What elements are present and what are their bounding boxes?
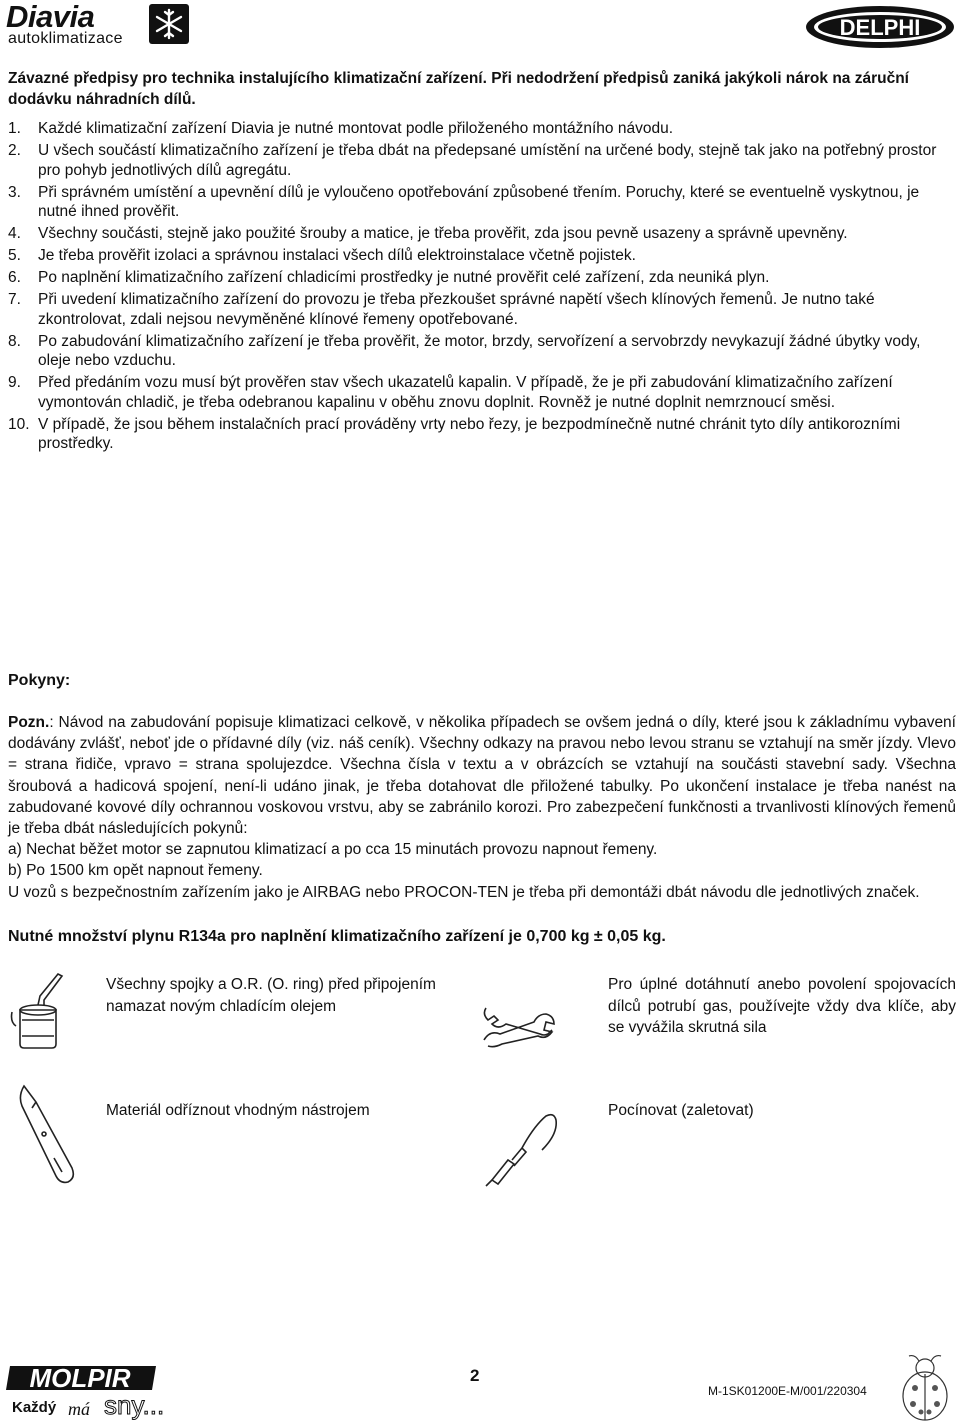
list-item-text: Po zabudování klimatizačního zařízení je třeba prověřit, že motor, brzdy, servořízení a servobrzdy nevykazují žádné úbytky vody, oleje nebo vzduchu. <box>38 332 921 370</box>
delphi-logo <box>804 4 956 50</box>
rules-list <box>8 119 953 456</box>
list-item-number: 4. <box>8 225 21 243</box>
cutter-knife-icon <box>14 1082 84 1186</box>
warranty-notice: Závazné předpisy pro technika instalujícího klimatizační zařízení. Při nedodržení předpisů zaniká jakýkoli nárok na záruční dodávku náhradních dílů. <box>8 70 909 108</box>
diavia-logo-text: Diavia <box>6 0 95 34</box>
note-text: : Návod na zabudování popisuje klimatizaci celkově, v několika případech se ovšem jedná o díly, které jsou k základnímu vybavení dodávány zvlášť, neboť jde o přídavné díly (viz. náš ceník). Všechny odkazy na pravou nebo levou stranu se vztahují na směr jízdy. Vlevo = strana řidiče, vpravo = strana spolujezdce. Všechna čísla v textu a v obrázcích se vztahují na součásti stavební sady. Všechna šroubová a hadicová spojení, není-li udáno jinak, je třeba dotahovat dle přiložené tabulky. Po ukončení instalace je třeba nanést na zabudované kovové díly ochrannou voskovou vrstvu, aby se zabránilo korozi. Pro zabezpečení funkčnosti a trvanlivosti klínových řemenů je třeba dbát následujících pokynů: <box>8 714 956 838</box>
list-item-text: Je třeba prověřit izolaci a správnou instalaci všech dílů elektroinstalace včetně pojistek. <box>38 247 636 265</box>
tip-wrench: Pro úplné dotáhnutí anebo povolení spojovacích dílců potrubí gas, používejte vždy dva klíče, aby se vyvážila skrutná sila <box>608 976 956 1036</box>
list-item-number: 5. <box>8 247 21 265</box>
list-item-number: 2. <box>8 141 21 159</box>
list-item-text: Všechny součásti, stejně jako použité šrouby a matice, je třeba prověřit, zda jsou pevně usazeny a správně upevněny. <box>38 225 848 243</box>
list-item <box>8 290 953 329</box>
wrench-icon <box>480 1000 558 1050</box>
installation-note <box>8 712 956 903</box>
list-item <box>8 119 953 139</box>
list-item <box>8 268 953 288</box>
oil-can-icon <box>8 970 68 1050</box>
list-item-number: 7. <box>8 291 21 309</box>
note-paragraph <box>8 712 956 839</box>
list-item <box>8 141 953 180</box>
list-item-number: 10. <box>8 415 30 433</box>
step-a: a) Nechat běžet motor se zapnutou klimatizací a po cca 15 minutách provozu napnout řemeny. <box>8 841 658 859</box>
list-item-text: Při správném umístění a upevnění dílů je vyloučeno opotřebování způsobené třením. Poruchy, které se eventuelně vyskytnou, je nutné ihned prověřit. <box>38 183 920 221</box>
molpir-logo-text: MOLPIR <box>29 1363 131 1393</box>
list-item-number: 8. <box>8 332 21 350</box>
step-b: b) Po 1500 km opět napnout řemeny. <box>8 862 263 880</box>
page-number: 2 <box>470 1366 480 1385</box>
soldering-iron-icon <box>482 1110 562 1190</box>
list-item-text: Po naplnění klimatizačního zařízení chladicími prostředky je nutné prověřit celé zařízení, zda neuniká plyn. <box>38 269 770 287</box>
list-item <box>8 373 953 412</box>
molpir-logo <box>6 1360 216 1422</box>
list-item-text: U všech součástí klimatizačního zařízení je třeba dbát na předepsané umístění na určené body, stejně tak jako na potřebný prostor pro pohyb jednotlivých dílů agregátu. <box>38 141 937 179</box>
airbag-note: U vozů s bezpečnostním zařízením jako je AIRBAG nebo PROCON-TEN je třeba při demontáži dbát návodu dle jednotlivých značek. <box>8 883 920 901</box>
list-item <box>8 415 953 454</box>
list-item <box>8 332 953 371</box>
list-item-number: 9. <box>8 374 21 392</box>
list-item <box>8 183 953 222</box>
slogan-word-2: má <box>68 1399 90 1419</box>
diavia-logo-subtitle: autoklimatizace <box>8 30 123 47</box>
list-item-text: V případě, že jsou během instalačních prací prováděny vrty nebo řezy, je bezpodmínečně nutné chránit tyto díly antikorozními prostředky. <box>38 415 901 453</box>
delphi-logo-text: DELPHI <box>839 15 921 40</box>
list-item-number: 6. <box>8 269 21 287</box>
slogan-word-3: sny... <box>104 1390 165 1420</box>
ladybug-icon <box>895 1352 955 1424</box>
list-item <box>8 224 953 244</box>
tip-solder: Pocínovat (zaletovat) <box>608 1102 754 1119</box>
tip-oil: Všechny spojky a O.R. (O. ring) před připojením namazat novým chladícím olejem <box>106 976 436 1015</box>
note-label: Pozn. <box>8 714 50 731</box>
list-item-number: 1. <box>8 120 21 137</box>
list-item-text: Při uvedení klimatizačního zařízení do provozu je třeba přezkoušet správné napětí všech klínových řemenů. Je nutno také zkontrolovat, zdali nejsou nevyměněné klínové řemeny opotřebované. <box>38 291 875 328</box>
instructions-heading: Pokyny: <box>8 672 71 689</box>
document-code: M-1SK01200E-M/001/220304 <box>708 1384 867 1398</box>
list-item-text: Před předáním vozu musí být prověřen stav všech ukazatelů kapalin. V případě, že je při zabudování klimatizačního zařízení vymontován chladič, je třeba odebranou kapalinu v oběhu znovu doplnit. Rovněž je nutné doplnit nemrznoucí směsi. <box>38 374 893 411</box>
refrigerant-amount: Nutné množství plynu R134a pro naplnění klimatizačního zařízení je 0,700 kg ± 0,05 kg. <box>8 928 666 945</box>
snowflake-badge-icon <box>148 3 190 45</box>
tip-knife: Materiál odříznout vhodným nástrojem <box>106 1102 370 1119</box>
slogan-word-1: Každý <box>12 1399 57 1416</box>
list-item <box>8 246 953 266</box>
list-item-text: Každé klimatizační zařízení Diavia je nutné montovat podle přiloženého montážního návodu. <box>38 120 674 137</box>
list-item-number: 3. <box>8 183 21 201</box>
